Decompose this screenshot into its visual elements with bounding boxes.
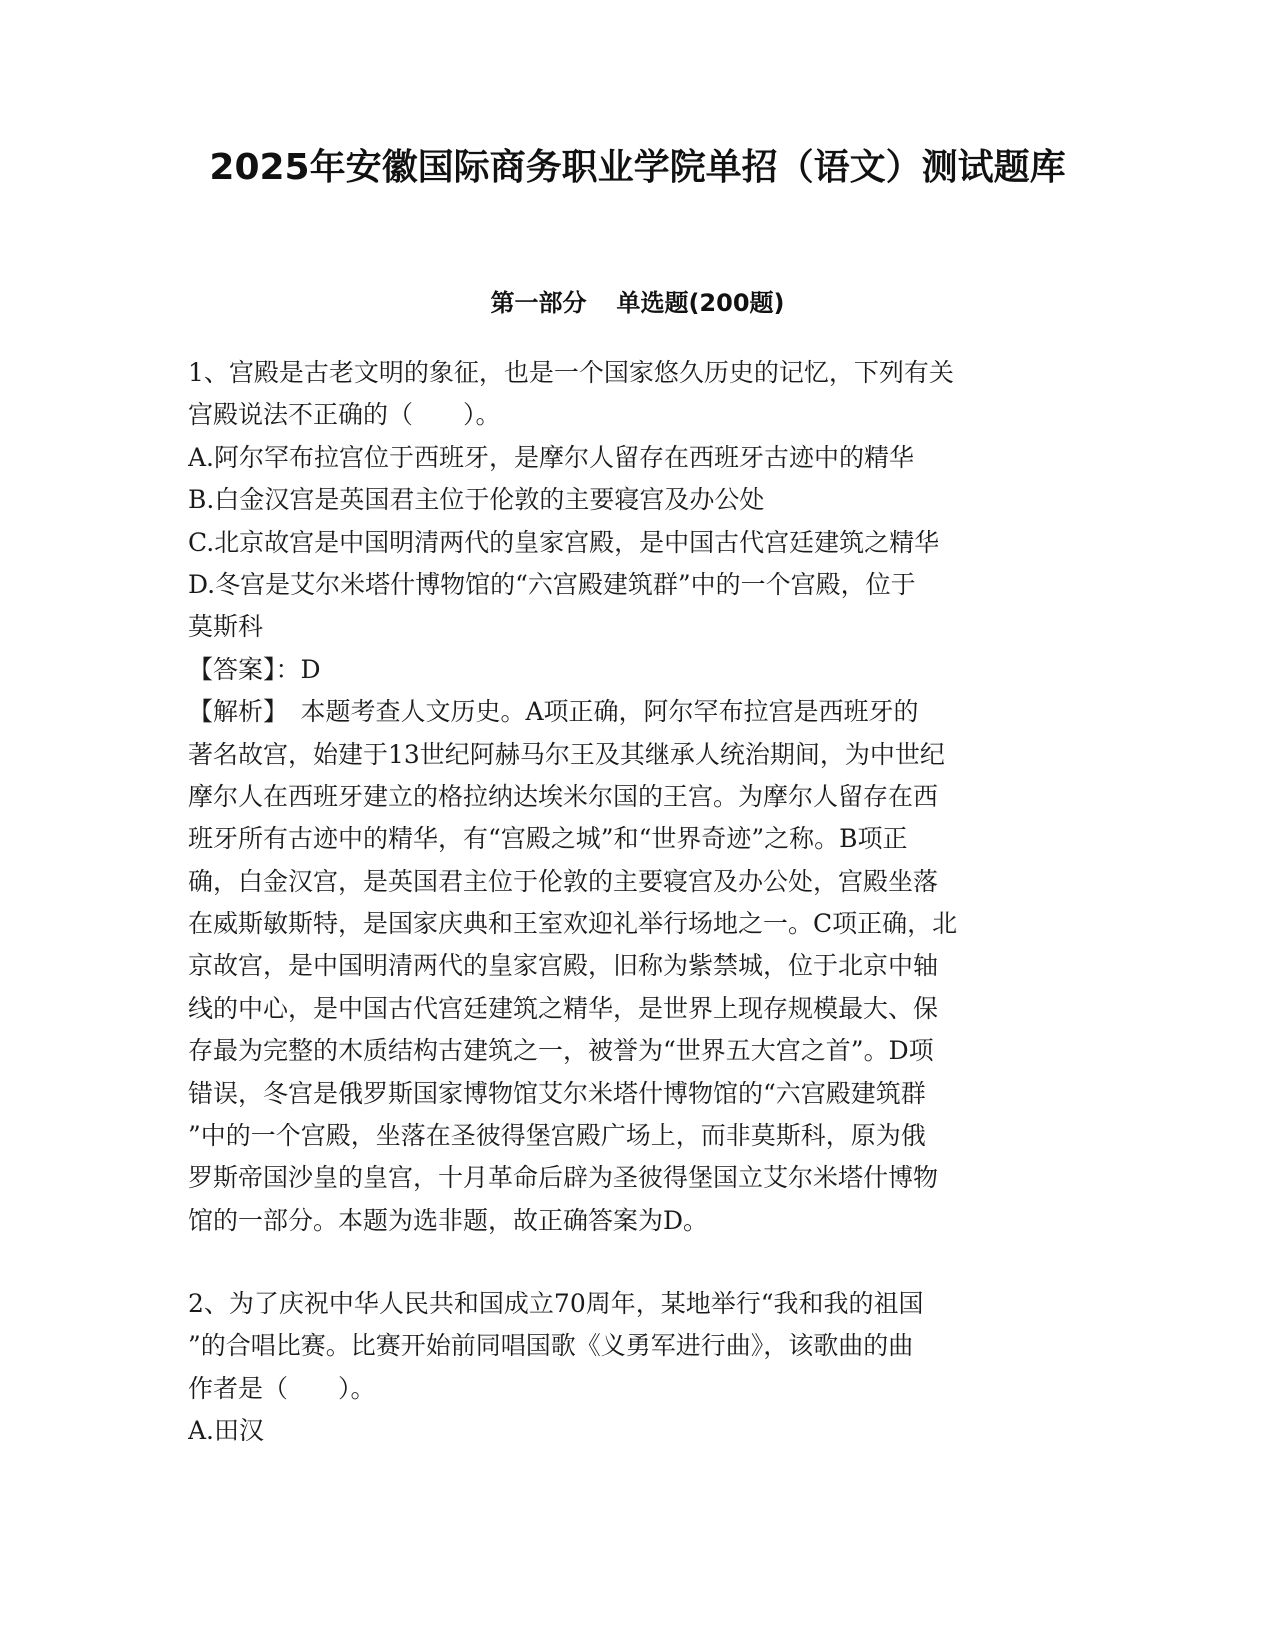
question-2 [188,1283,1088,1453]
question-2-line: ”的合唱比赛。比赛开始前同唱国歌《义勇军进行曲》，该歌曲的曲 [188,1331,914,1361]
analysis-line: 著名故宫，始建于13世纪阿赫马尔王及其继承人统治期间，为中世纪 [188,739,945,769]
section-label: 单选题(200题) [616,289,785,317]
analysis-line: 线的中心，是中国古代宫廷建筑之精华，是世界上现存规模最大、保 [188,993,939,1023]
analysis-line: 错误，冬宫是俄罗斯国家博物馆艾尔米塔什博物馆的“六宫殿建筑群 [188,1078,926,1108]
question-1-line: 1、宫殿是古老文明的象征，也是一个国家悠久历史的记忆，下列有关 [188,358,954,387]
analysis-line: 班牙所有古迹中的精华，有“宫殿之城”和“世界奇迹”之称。B项正 [188,824,908,854]
answer-line: 【答案】：D [188,654,321,684]
question-2-line: 作者是（ ）。 [188,1373,376,1403]
option-c: C.北京故宫是中国明清两代的皇家宫殿，是中国古代宫廷建筑之精华 [188,527,940,557]
option-a: A.田汉 [188,1416,265,1446]
analysis-line: 【解析】 本题考查人文历史。A项正确，阿尔罕布拉宫是西班牙的 [188,697,919,727]
analysis-line: 罗斯帝国沙皇的皇宫，十月革命后辟为圣彼得堡国立艾尔米塔什博物 [188,1163,939,1193]
option-d: D.冬宫是艾尔米塔什博物馆的“六宫殿建筑群”中的一个宫殿，位于 [188,569,916,599]
analysis-line: 摩尔人在西班牙建立的格拉纳达埃米尔国的王宫。为摩尔人留存在西 [188,781,939,811]
option-a: A.阿尔罕布拉宫位于西班牙，是摩尔人留存在西班牙古迹中的精华 [188,442,915,472]
section-part: 第一部分 [490,289,587,317]
question-1 [188,352,1088,1242]
document-title: 2025年安徽国际商务职业学院单招（语文）测试题库 [209,147,1066,188]
analysis-line: 存最为完整的木质结构古建筑之一，被誉为“世界五大宫之首”。D项 [188,1036,934,1066]
analysis-line: 确，白金汉宫，是英国君主位于伦敦的主要寝宫及办公处，宫殿坐落 [188,866,939,896]
section-heading [0,286,1275,320]
question-2-line: 2、为了庆祝中华人民共和国成立70周年，某地举行“我和我的祖国 [188,1289,924,1318]
option-b: B.白金汉宫是英国君主位于伦敦的主要寝宫及办公处 [188,485,765,515]
option-d-continued: 莫斯科 [188,612,264,642]
question-1-line: 宫殿说法不正确的（ ）。 [188,400,501,430]
analysis-line: 馆的一部分。本题为选非题，故正确答案为D。 [188,1205,709,1235]
analysis-line: ”中的一个宫殿，坐落在圣彼得堡宫殿广场上，而非莫斯科，原为俄 [188,1121,926,1151]
analysis-line: 在威斯敏斯特，是国家庆典和王室欢迎礼举行场地之一。C项正确，北 [188,909,958,939]
analysis-line: 京故宫，是中国明清两代的皇家宫殿，旧称为紫禁城，位于北京中轴 [188,951,939,981]
